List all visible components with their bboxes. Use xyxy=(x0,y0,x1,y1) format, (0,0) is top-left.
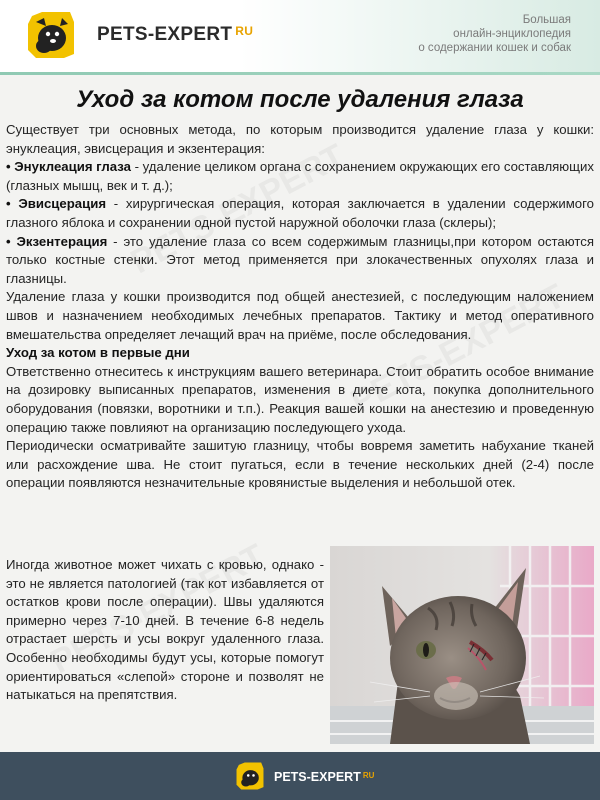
footer-brand-suffix: RU xyxy=(362,771,375,780)
cat-dog-logo-icon[interactable] xyxy=(22,8,80,62)
method-text: - это удаление глаза со всем содержимым глазницы,при котором остаются только костные стенки. Этот метод применяется при злокачественных опухолях глаза и глазницы. xyxy=(6,233,594,286)
cat-photo-icon xyxy=(330,546,594,744)
tagline-line: онлайн-энциклопедия xyxy=(453,28,571,40)
footer-brand-text: PETS-EXPERT xyxy=(274,770,361,784)
care-paragraph: Ответственно отнеситесь к инструкциям вашего ветеринара. Стоит обратить особое внимание на дозировку выписанных препаратов, изменения в диете кота, покупка дополнительного оборудования (повязки, воротники и т.п.). Реакция вашей кошки на анестезию и проведенную операцию также повлияют на организацию последующего ухода. xyxy=(6,363,594,435)
page-title: Уход за котом после удаления глаза xyxy=(76,86,524,113)
method-text: - хирургическая операция, которая заключается в удалении содержимого глазного яблока и сохранении одной пустой наружной оболочки глаза (склеры); xyxy=(6,196,594,230)
tagline-line: о содержании кошек и собак xyxy=(418,42,571,54)
footer-brand[interactable] xyxy=(274,770,374,784)
site-footer xyxy=(0,752,600,800)
brand-text: PETS-EXPERT xyxy=(97,24,233,45)
brand-name[interactable] xyxy=(97,24,253,46)
brand-suffix: RU xyxy=(235,24,254,38)
subheading-text: Уход за котом в первые дни xyxy=(6,345,190,361)
site-header xyxy=(0,0,600,72)
bullet: • xyxy=(6,159,11,175)
inspect-paragraph: Периодически осматривайте зашитую глазницу, чтобы вовремя заметить набухание тканей или расхождение шва. Не стоит пугаться, если в течение нескольких дней (2-4) после операции появляются незначительные кровянистые выделения и небольшой отек. xyxy=(6,438,594,491)
surgery-paragraph: Удаление глаза у кошки производится под общей анестезией, с последующим наложением швов и назначением необходимых лечебных препаратов. Тактику и метод оперативного вмешательства определяет лечащий врач на приёме, после обследования. xyxy=(6,289,594,342)
cat-dog-logo-icon[interactable] xyxy=(233,760,267,792)
method-term: Энуклеация глаза xyxy=(14,159,131,175)
bullet: • xyxy=(6,196,11,212)
bullet: • xyxy=(6,233,11,249)
header-divider xyxy=(0,72,600,75)
site-tagline xyxy=(418,13,571,55)
method-term: Экзентерация xyxy=(16,233,108,249)
method-item xyxy=(6,158,594,195)
section-subheading xyxy=(6,344,594,363)
recovery-paragraph: Иногда животное может чихать с кровью, однако - это не является патологией (так кот избавляется от остатков крови после операции). Швы удаляются примерно через 7-10 дней. В течение 6-8 недель отрастает шерсть и усы вокруг удаленного глаза. Особенно необходимы будут усы, которые помогут ориентироваться «слепой» стороне и позволят не натыкаться на препятствия. xyxy=(6,557,324,703)
tagline-line: Большая xyxy=(522,14,571,26)
method-item xyxy=(6,195,594,232)
intro-paragraph: Существует три основных метода, по которым производится удаление глаза у кошки: энуклеация, эвисцерация и экзентерация: xyxy=(6,122,594,156)
method-item xyxy=(6,233,594,289)
method-term: Эвисцерация xyxy=(18,196,107,212)
method-text: - удаление целиком органа с сохранением окружающих его составляющих (глазных мышц, век и т. д.); xyxy=(6,159,594,193)
article-body xyxy=(6,121,594,493)
